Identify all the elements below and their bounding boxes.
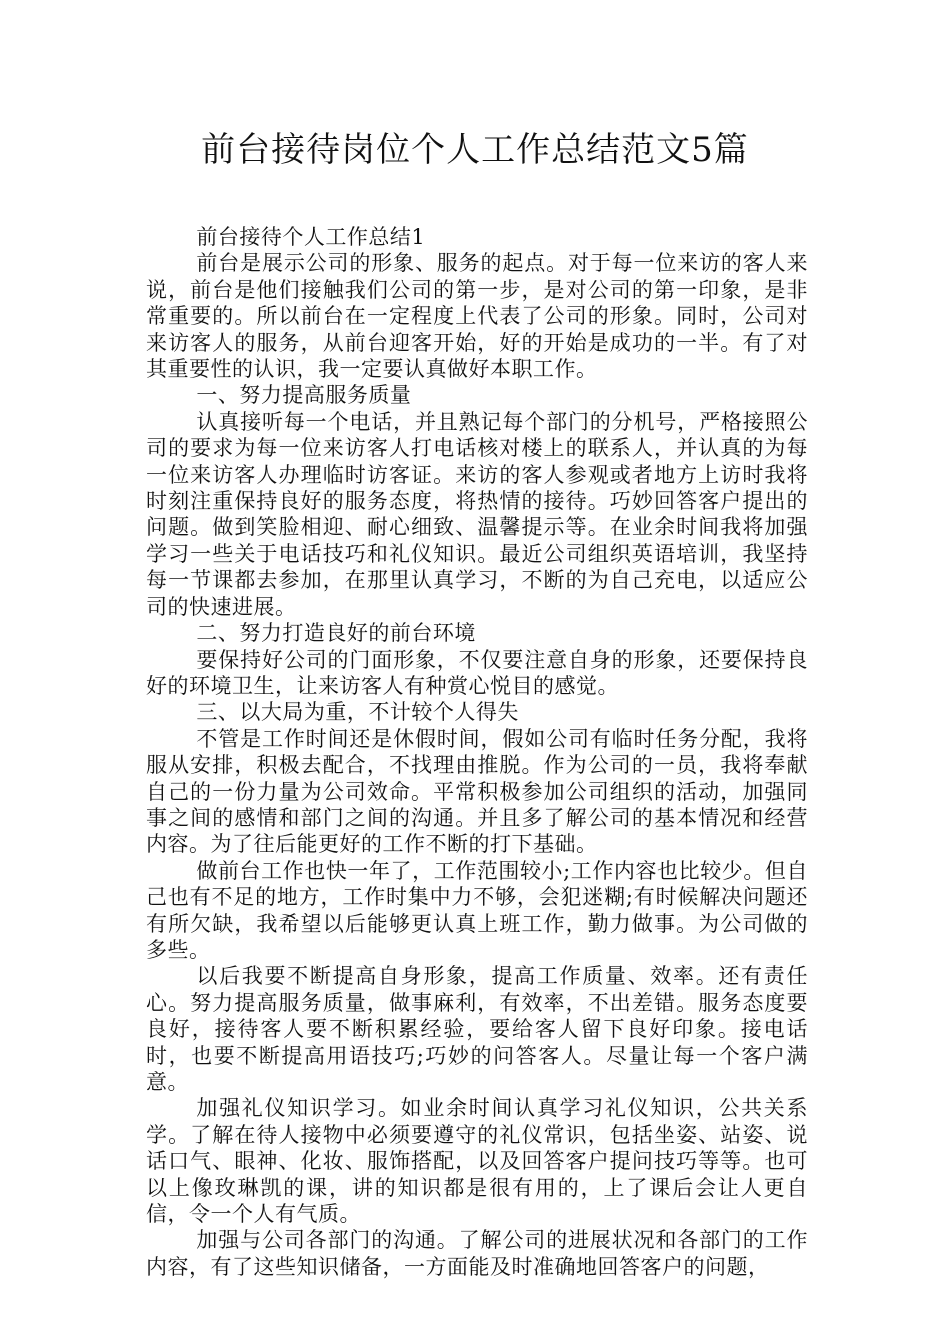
paragraph: 加强与公司各部门的沟通。了解公司的进展状况和各部门的工作内容，有了这些知识储备，一方面能及时准确地回答客户的问题， xyxy=(146,1228,808,1279)
paragraph: 做前台工作也快一年了，工作范围较小;工作内容也比较少。但自己也有不足的地方，工作时集中力不够，会犯迷糊;有时候解决问题还有所欠缺，我希望以后能够更认真上班工作，勤力做事。为公司做的多些。 xyxy=(146,858,808,962)
subheading: 三、以大局为重，不计较个人得失 xyxy=(196,700,519,725)
subheading: 一、努力提高服务质量 xyxy=(196,383,412,408)
paragraph: 以后我要不断提高自身形象，提高工作质量、效率。还有责任心。努力提高服务质量，做事麻利，有效率，不出差错。服务态度要良好，接待客人要不断积累经验，要给客人留下良好印象。接电话时，也要不断提高用语技巧;巧妙的问答客人。尽量让每一个客户满意。 xyxy=(146,964,808,1094)
paragraph: 要保持好公司的门面形象，不仅要注意自身的形象，还要保持良好的环境卫生，让来访客人有种赏心悦目的感觉。 xyxy=(146,647,808,698)
paragraph: 前台是展示公司的形象、服务的起点。对于每一位来访的客人来说，前台是他们接触我们公司的第一步，是对公司的第一印象，是非常重要的。所以前台在一定程度上代表了公司的形象。同时，公司对来访客人的服务，从前台迎客开始，好的开始是成功的一半。有了对其重要性的认识，我一定要认真做好本职工作。 xyxy=(146,251,808,382)
paragraph: 加强礼仪知识学习。如业余时间认真学习礼仪知识，公共关系学。了解在待人接物中必须要遵守的礼仪常识，包括坐姿、站姿、说话口气、眼神、化妆、服饰搭配，以及回答客户提问技巧等等。也可以上像玫琳凯的课，讲的知识都是很有用的，上了课后会让人更自信，令一个人有气质。 xyxy=(146,1096,808,1227)
paragraph: 不管是工作时间还是休假时间，假如公司有临时任务分配，我将服从安排，积极去配合，不找理由推脱。作为公司的一员，我将奉献自己的一份力量为公司效命。平常积极参加公司组织的活动，加强同事之间的感情和部门之间的沟通。并且多了解公司的基本情况和经营内容。为了往后能更好的工作不断的打下基础。 xyxy=(146,726,808,857)
subheading: 二、努力打造良好的前台环境 xyxy=(196,621,476,646)
section-heading: 前台接待个人工作总结1 xyxy=(196,225,426,249)
paragraph: 认真接听每一个电话，并且熟记每个部门的分机号，严格接照公司的要求为每一位来访客人打电话核对楼上的联系人，并认真的为每一位来访客人办理临时访客证。来访的客人参观或者地方上访时我将时刻注重保持良好的服务态度，将热情的接待。巧妙回答客户提出的问题。做到笑脸相迎、耐心细致、温馨提示等。在业余时间我将加强学习一些关于电话技巧和礼仪知识。最近公司组织英语培训，我坚持每一节课都去参加，在那里认真学习，不断的为自己充电，以适应公司的快速进展。 xyxy=(146,409,808,619)
document-title: 前台接待岗位个人工作总结范文5篇 xyxy=(201,130,749,170)
document-body xyxy=(146,224,808,1280)
